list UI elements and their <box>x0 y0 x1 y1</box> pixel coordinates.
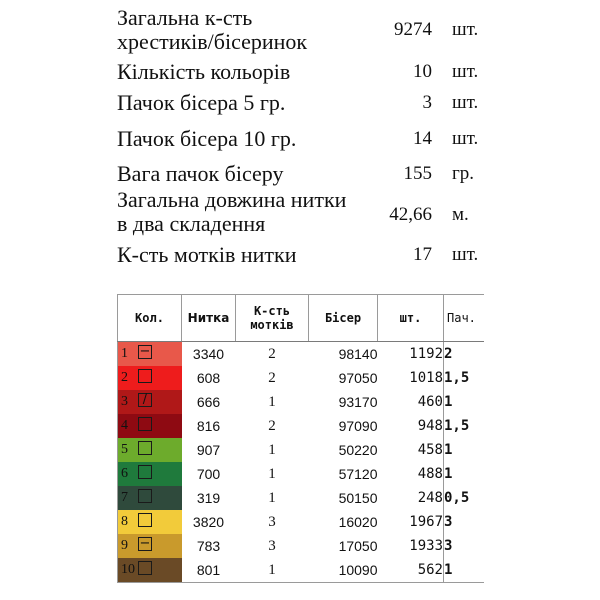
color-number: 4 <box>121 418 128 433</box>
piece-count: 248 <box>378 486 444 510</box>
header-bead: Бісер <box>309 295 378 342</box>
color-number: 10 <box>121 562 135 577</box>
color-number: 1 <box>121 346 128 361</box>
pack-count: 1 <box>444 442 453 458</box>
chart-symbol-icon <box>138 441 152 455</box>
color-swatch-cell <box>118 486 182 510</box>
table-row <box>118 510 484 534</box>
table-row <box>118 390 484 414</box>
color-number: 9 <box>121 538 128 553</box>
pack-count: 2 <box>444 346 453 362</box>
color-number: 2 <box>121 370 128 385</box>
table-row <box>118 462 484 486</box>
table-row <box>118 414 484 438</box>
summary-unit: м. <box>452 204 469 225</box>
table-row <box>118 342 484 367</box>
color-swatch-cell <box>118 510 182 534</box>
summary-label: Пачок бісера 5 гр. <box>117 90 286 115</box>
thread-number: 700 <box>196 466 221 482</box>
pack-count: 1,5 <box>444 370 470 386</box>
thread-number: 3340 <box>192 346 225 362</box>
color-number: 3 <box>121 394 128 409</box>
summary-label: хрестиків/бісеринок <box>117 29 308 54</box>
summary-label: Вага пачок бісеру <box>117 161 284 186</box>
header-pcs: шт. <box>378 295 444 342</box>
summary-label: Кількість кольорів <box>117 59 291 84</box>
pack-count: 1,5 <box>444 418 470 434</box>
color-swatch-cell <box>118 558 182 583</box>
chart-symbol-icon <box>138 417 152 431</box>
summary-label: в два складення <box>117 211 266 236</box>
pack-count: 3 <box>444 514 453 530</box>
color-number: 5 <box>121 442 128 457</box>
skein-count: 1 <box>236 558 309 583</box>
skein-count: 2 <box>268 346 276 362</box>
header-color: Кол. <box>118 295 182 342</box>
bead-number: 50220 <box>338 442 378 458</box>
summary-value: 9274 <box>394 19 432 40</box>
thread-number: 666 <box>196 394 221 410</box>
piece-count: 948 <box>378 414 444 438</box>
piece-count: 460 <box>378 390 444 414</box>
thread-number: 608 <box>196 370 221 386</box>
piece-count: 562 <box>378 558 444 583</box>
skein-count: 1 <box>268 490 276 506</box>
pack-count: 1 <box>444 466 453 482</box>
chart-symbol-icon <box>138 465 152 479</box>
chart-symbol-icon: − <box>139 536 151 551</box>
summary-unit: шт. <box>452 92 479 113</box>
header-pack: Пач. <box>444 295 484 342</box>
skein-count: 2 <box>268 370 276 386</box>
summary-label: Пачок бісера 10 гр. <box>117 126 297 151</box>
summary-value: 14 <box>413 128 432 149</box>
chart-symbol-icon: − <box>139 344 151 359</box>
table-header-row <box>118 295 484 342</box>
header-thread: Нитка <box>182 295 236 342</box>
summary-label: Загальна к-сть <box>117 5 253 30</box>
table-body <box>118 342 484 583</box>
color-swatch-cell <box>118 438 182 462</box>
color-key-table <box>117 294 484 583</box>
bead-number: 57120 <box>338 466 378 482</box>
bead-number: 93170 <box>338 394 378 410</box>
pack-count: 1 <box>444 394 453 410</box>
chart-symbol-icon <box>138 561 152 575</box>
skein-count: 1 <box>268 394 276 410</box>
chart-symbol-icon <box>138 513 152 527</box>
bead-number: 50150 <box>338 490 378 506</box>
pack-count: 1 <box>444 558 484 583</box>
color-number: 6 <box>121 466 128 481</box>
table-row <box>118 534 484 558</box>
table-row <box>118 558 484 583</box>
summary-block <box>0 0 600 280</box>
skein-count: 3 <box>268 514 276 530</box>
summary-value: 3 <box>422 92 432 113</box>
piece-count: 458 <box>378 438 444 462</box>
summary-unit: шт. <box>452 128 479 149</box>
piece-count: 1967 <box>378 510 444 534</box>
summary-label: К-сть мотків нитки <box>117 242 297 267</box>
table-row <box>118 366 484 390</box>
thread-number: 801 <box>182 558 236 583</box>
color-swatch-cell <box>118 462 182 486</box>
piece-count: 1018 <box>378 366 444 390</box>
thread-number: 907 <box>196 442 221 458</box>
thread-number: 319 <box>196 490 221 506</box>
summary-unit: шт. <box>452 61 479 82</box>
color-swatch-cell <box>118 342 182 367</box>
skein-count: 1 <box>268 442 276 458</box>
color-swatch-cell <box>118 534 182 558</box>
pack-count: 0,5 <box>444 490 470 506</box>
summary-unit: шт. <box>452 19 479 40</box>
summary-value: 155 <box>403 163 432 184</box>
thread-number: 816 <box>196 418 221 434</box>
summary-value: 42,66 <box>389 204 432 225</box>
color-swatch-cell <box>118 390 182 414</box>
bead-number: 98140 <box>338 346 378 362</box>
thread-number: 783 <box>196 538 221 554</box>
skein-count: 3 <box>268 538 276 554</box>
bead-number: 16020 <box>338 514 378 530</box>
chart-symbol-icon <box>138 369 152 383</box>
summary-unit: шт. <box>452 244 479 265</box>
color-number: 8 <box>121 514 128 529</box>
bead-number: 97050 <box>338 370 378 386</box>
thread-number: 3820 <box>192 514 225 530</box>
piece-count: 1192 <box>378 342 444 367</box>
bead-number: 97090 <box>338 418 378 434</box>
color-number: 7 <box>121 490 128 505</box>
table-row <box>118 486 484 510</box>
color-swatch-cell <box>118 366 182 390</box>
summary-value: 10 <box>413 61 432 82</box>
skein-count: 1 <box>268 466 276 482</box>
piece-count: 488 <box>378 462 444 486</box>
skein-count: 2 <box>268 418 276 434</box>
chart-symbol-icon <box>138 489 152 503</box>
chart-symbol-icon: / <box>138 393 152 407</box>
table-row <box>118 438 484 462</box>
summary-value: 17 <box>413 244 432 265</box>
bead-number: 17050 <box>338 538 378 554</box>
summary-label: Загальна довжина нитки <box>117 187 347 212</box>
bead-number: 10090 <box>309 558 378 583</box>
header-skeins: К-сть мотків <box>236 295 309 342</box>
pack-count: 3 <box>444 538 453 554</box>
summary-unit: гр. <box>452 163 475 184</box>
color-swatch-cell <box>118 414 182 438</box>
piece-count: 1933 <box>378 534 444 558</box>
